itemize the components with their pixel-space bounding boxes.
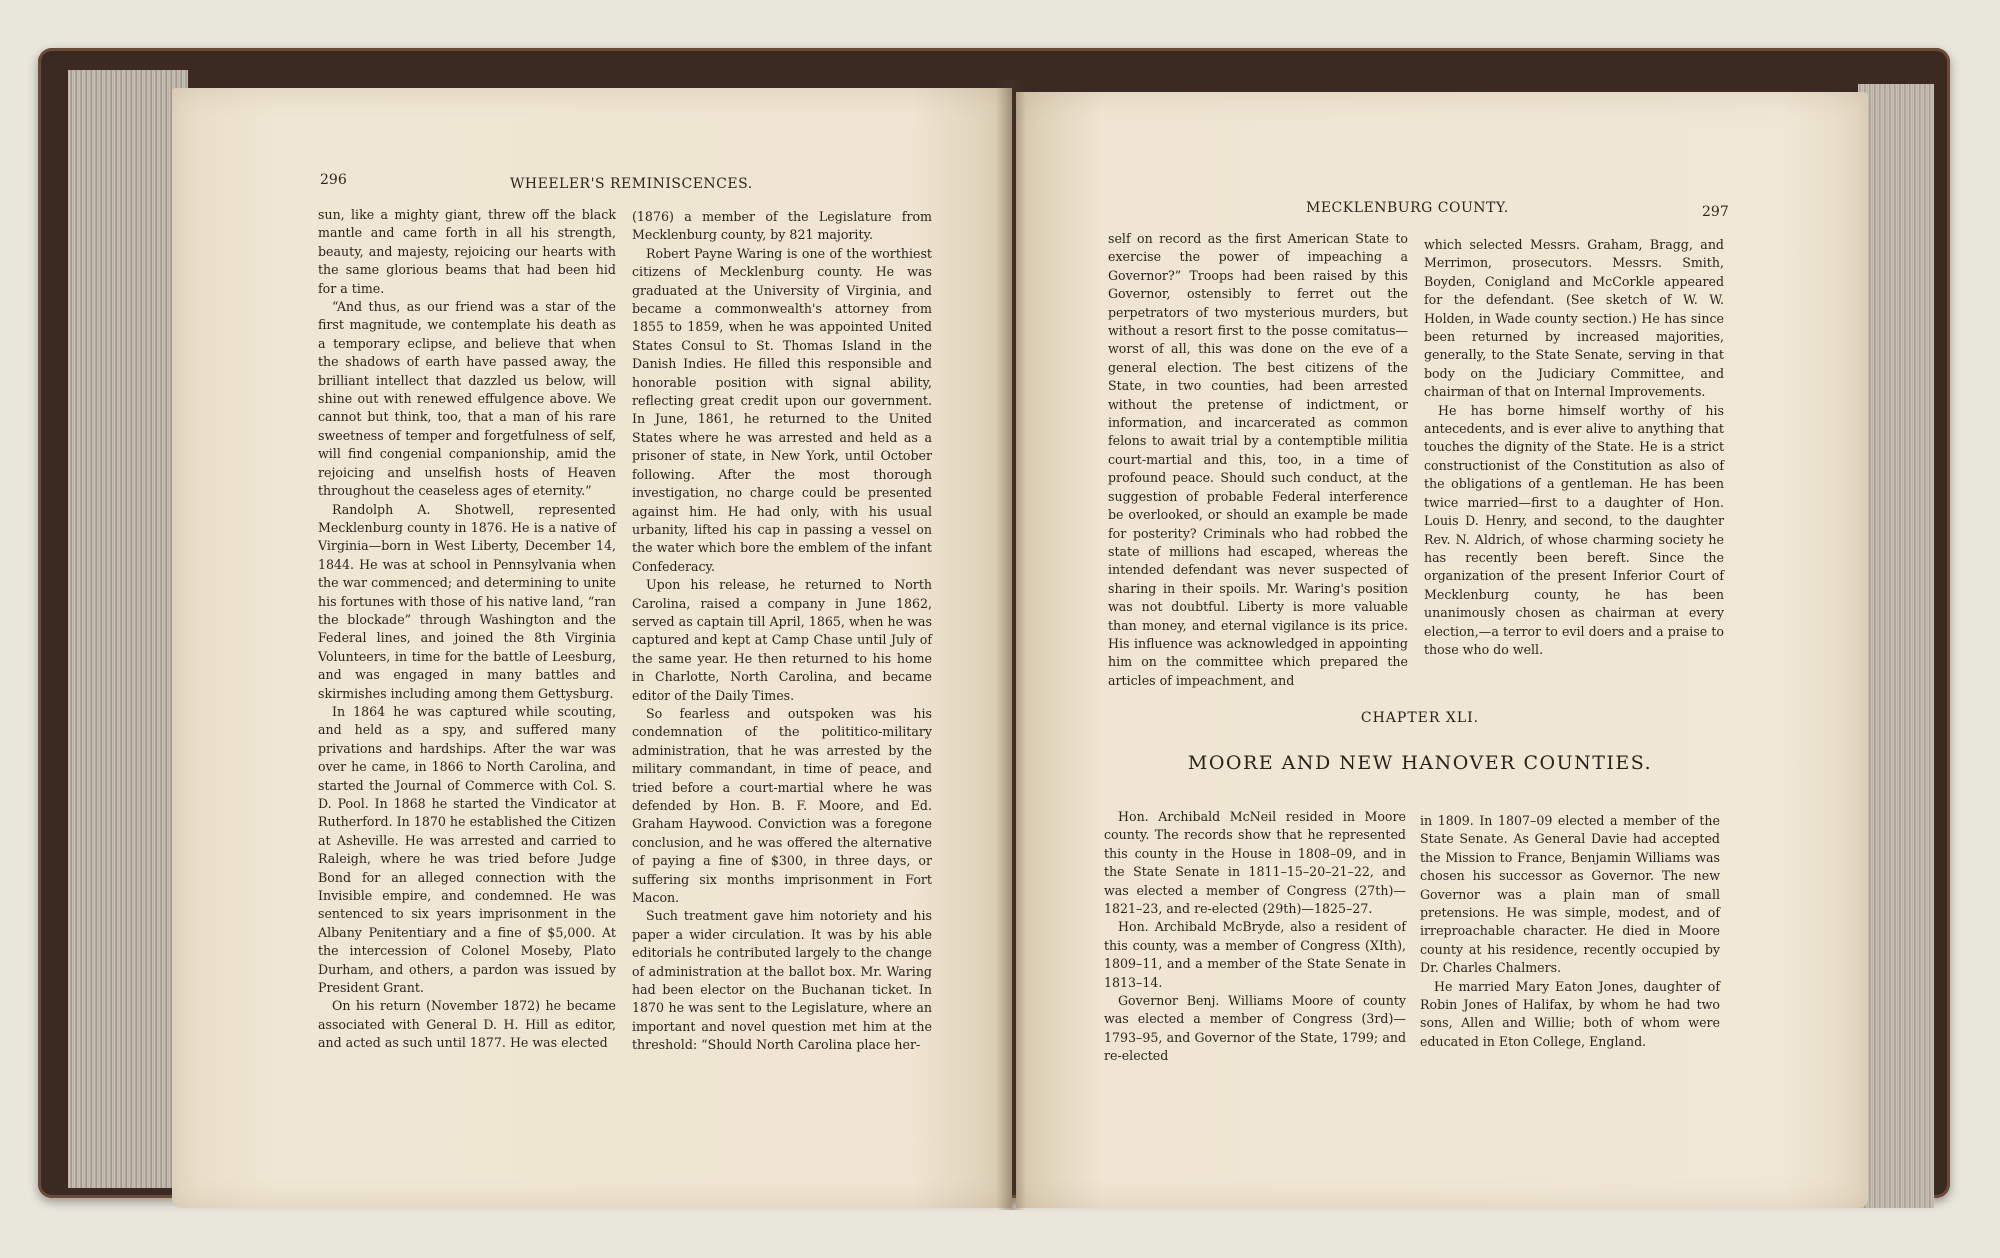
right-bottom-column-2 — [1420, 812, 1720, 1051]
right-bottom-column-1 — [1104, 808, 1406, 1066]
left-column-2 — [632, 208, 932, 1055]
paragraph: in 1809. In 1807–09 elected a member of the State Senate. As General Davie had accepted the Mission to France, Benjamin Williams was chosen his successor as Governor. The new Governor was a plain man of small pretensions. He was simple, modest, and of irreproachable character. He died in Moore county at his residence, recently occupied by Dr. Charles Chalmers. — [1420, 813, 1720, 976]
paragraph: Hon. Archibald McNeil resided in Moore county. The records show that he represented this county in the House in 1808–09, and in the State Senate in 1811–15–20–21–22, and was elected a member of Congress (27th)—1821–23, and re-elected (29th)—1825–27. — [1104, 809, 1406, 917]
left-running-head: WHEELER'S REMINISCENCES. — [510, 176, 753, 192]
right-top-column-1 — [1108, 230, 1408, 690]
right-top-column-2 — [1424, 236, 1724, 659]
paragraph: Governor Benj. Williams Moore of county was elected a member of Congress (3rd)—1793–95, and Governor of the State, 1799; and re-elected — [1104, 993, 1406, 1064]
page-edges-right — [1858, 84, 1934, 1208]
paragraph: Upon his release, he returned to North Carolina, raised a company in June 1862, served as captain till April, 1865, when he was captured and kept at Camp Chase until July of the same year. He then returned to his home in Charlotte, North Carolina, and became editor of the Daily Times. — [632, 577, 932, 703]
paragraph: He has borne himself worthy of his antecedents, and is ever alive to anything that touches the dignity of the State. He is a strict constructionist of the Constitution as also of the obligations of a gentleman. He has been twice married—first to a daughter of Hon. Louis D. Henry, and second, to the daughter Rev. N. Aldrich, of whose charming society he has recently been bereft. Since the organization of the present Inferior Court of Mecklenburg county, he has been unanimously chosen as chairman at every election,—a terror to evil doers and a praise to those who do well. — [1424, 402, 1724, 657]
chapter-number: CHAPTER XLI. — [1360, 710, 1480, 726]
chapter-title: MOORE AND NEW HANOVER COUNTIES. — [1187, 752, 1653, 774]
right-page-number: 297 — [1702, 204, 1729, 220]
paragraph: Randolph A. Shotwell, represented Mecklenburg county in 1876. He is a native of Virginia—born in West Liberty, December 14, 1844. He was at school in Pennsylvania when the war commenced; and determining to unite his fortunes with those of his native land, “ran the blockade” through Washington and the Federal lines, and joined the 8th Virginia Volunteers, in time for the battle of Leesburg, and was engaged in many battles and skirmishes including among them Gettysburg. — [318, 501, 616, 701]
paragraph: (1876) a member of the Legislature from Mecklenburg county, by 821 majority. — [632, 209, 932, 243]
left-page-number: 296 — [320, 172, 347, 188]
paragraph: “And thus, as our friend was a star of the first magnitude, we contemplate his death as a temporary eclipse, and believe that when the shadows of earth have passed away, the brilliant intellect that dazzled us below, will shine out with renewed effulgence above. We cannot but think, too, that a man of his rare sweetness of temper and forgetfulness of self, will find congenial companionship, amid the rejoicing and unselfish hosts of Heaven throughout the ceaseless ages of eternity.” — [318, 299, 616, 499]
paragraph: Robert Payne Waring is one of the worthiest citizens of Mecklenburg county. He was graduated at the University of Virginia, and became a commonwealth's attorney from 1855 to 1859, when he was appointed United States Consul to St. Thomas Island in the Danish Indies. He filled this responsible and honorable position with signal ability, reflecting great credit upon our government. In June, 1861, he returned to the United States where he was arrested and held as a prisoner of state, in New York, until October following. After the most thorough investigation, no charge could be presented against him. He had only, with his usual urbanity, lifted his cap in passing a vessel on the water which bore the emblem of the infant Confederacy. — [632, 245, 932, 574]
paragraph: Such treatment gave him notoriety and his paper a wider circulation. It was by his able editorials he contributed largely to the change of administration at the ballot box. Mr. Waring had been elector on the Buchanan ticket. In 1870 he was sent to the Legislature, where an important and novel question met him at the threshold: “Should North Carolina place her- — [632, 908, 932, 1053]
paragraph: He married Mary Eaton Jones, daughter of Robin Jones of Halifax, by whom he had two sons, Allen and Willie; both of whom were educated in Eton College, England. — [1420, 978, 1720, 1049]
paragraph: self on record as the first American State to exercise the power of impeaching a Governor?” Troops had been raised by this Governor, ostensibly to ferret out the perpetrators of two mysterious murders, but without a resort first to the posse comitatus—worst of all, this was done on the eve of a general election. The best citizens of the State, in two counties, had been arrested without the pretense of indictment, or information, and incarcerated as common felons to await trial by a contemptible militia court-martial and this, too, in a time of profound peace. Should such conduct, at the suggestion of probable Federal interference be overlooked, or should an example be made for posterity? Criminals who had robbed the state of millions had escaped, whereas the intended defendant was never suspected of sharing in their spoils. Mr. Waring's position was not doubtful. Liberty is more valuable than money, and eternal vigilance is its price. His influence was acknowledged in appointing him on the committee which prepared the articles of impeachment, and — [1108, 231, 1408, 688]
paragraph: Hon. Archibald McBryde, also a resident of this county, was a member of Congress (XIth), 1809–11, and a member of the State Senate in 1813–14. — [1104, 919, 1406, 990]
paragraph: So fearless and outspoken was his condemnation of the polititico-military administration, that he was arrested by the military commandant, in time of peace, and tried before a court-martial where he was defended by Hon. B. F. Moore, and Ed. Graham Haywood. Conviction was a foregone conclusion, and he was offered the alternative of paying a fine of $300, in three days, or suffering six months imprisonment in Fort Macon. — [632, 705, 932, 906]
paragraph: In 1864 he was captured while scouting, and held as a spy, and suffered many privations and hardships. After the war was over he came, in 1866 to North Carolina, and started the Journal of Commerce with Col. S. D. Pool. In 1868 he started the Vindicator at Rutherford. In 1870 he established the Citizen at Asheville. He was arrested and carried to Raleigh, where he was tried before Judge Bond for an alleged connection with the Invisible empire, and condemned. He was sentenced to six years imprisonment in the Albany Penitentiary and a fine of $5,000. At the intercession of Colonel Moseby, Plato Durham, and others, a pardon was issued by President Grant. — [318, 703, 616, 996]
paragraph: sun, like a mighty giant, threw off the black mantle and came forth in all his strength, beauty, and majesty, rejoicing our hearts with the same glorious beams that had been hid for a time. — [318, 207, 616, 296]
right-running-head: MECKLENBURG COUNTY. — [1306, 200, 1509, 216]
left-column-1 — [318, 206, 616, 1053]
page-edges-left — [68, 70, 188, 1188]
book-gutter — [996, 80, 1026, 1210]
paragraph: On his return (November 1872) he became associated with General D. H. Hill as editor, and acted as such until 1877. He was elected — [318, 998, 616, 1051]
paragraph: which selected Messrs. Graham, Bragg, and Merrimon, prosecutors. Messrs. Smith, Boyden, Conigland and McCorkle appeared for the defendant. (See sketch of W. W. Holden, in Wade county section.) He has since been returned by increased majorities, generally, to the State Senate, serving in that body on the Judiciary Committee, and chairman of that on Internal Improvements. — [1424, 237, 1724, 400]
